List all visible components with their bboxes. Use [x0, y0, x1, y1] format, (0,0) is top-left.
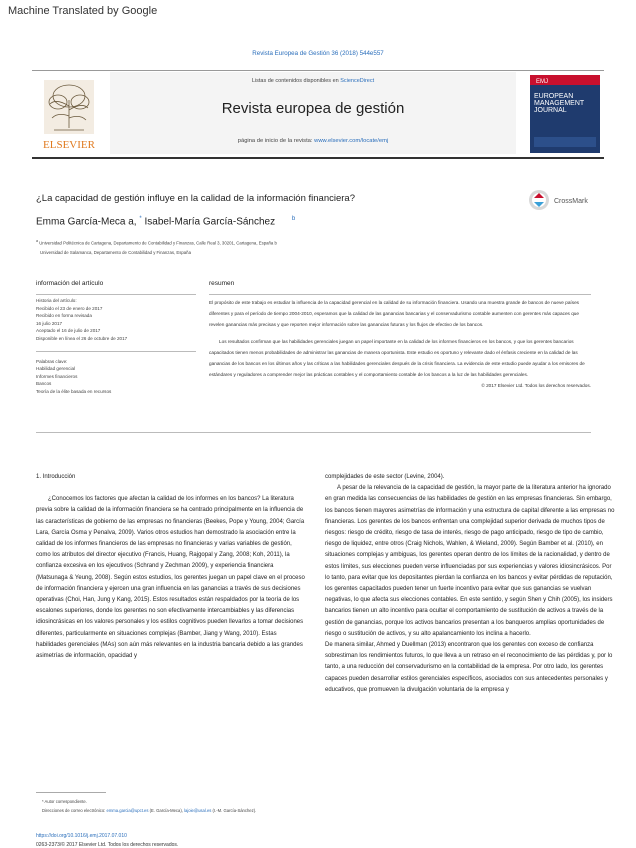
- doi-block: [36, 832, 296, 848]
- body-paragraph: complejidades de este sector (Levine, 2004).: [325, 474, 445, 480]
- footnote-rule: [36, 792, 106, 793]
- history-line: Recibido en forma revisada: [36, 313, 92, 319]
- keywords-rule: [36, 351, 196, 352]
- journal-title: Revista europea de gestión: [221, 100, 405, 117]
- homepage-prefix: página de inicio de la revista:: [237, 138, 313, 144]
- email-note: Direcciones de correo electrónico: emma.garcia@upct.es (E. García-Meca), lajoie@usal.es (I.-M. García-Sánchez).: [42, 808, 257, 813]
- cover-title: EUROPEAN MANAGEMENT JOURNAL: [534, 93, 585, 114]
- elsevier-wordmark: ELSEVIER: [43, 139, 95, 151]
- keyword-item: Teoría de la élite basada en recursos: [36, 388, 112, 394]
- affiliation-a-mark: a: [36, 239, 38, 243]
- contents-prefix: Listas de contenidos disponibles en: [251, 78, 339, 84]
- header-bottom-rule: [32, 157, 604, 159]
- corresponding-author-note: * Autor correspondiente.: [42, 799, 87, 804]
- sciencedirect-link[interactable]: ScienceDirect: [340, 78, 375, 84]
- history-line: Historia del artículo:: [36, 298, 77, 303]
- history-line: Disponible en línea el 26 de octubre de 2017: [36, 335, 128, 341]
- email-link-1[interactable]: emma.garcia@upct.es: [106, 808, 149, 813]
- journal-reference[interactable]: Revista Europea de Gestión 36 (2018) 544e557: [252, 50, 384, 57]
- article-info-section: [36, 280, 196, 295]
- body-paragraph: ¿Conocemos los factores que afectan la calidad de los informes en los bancos? La literatura previa sobre la calidad de la información financiera se ha centrado principalmente en la influencia de las características de gobierno de las empresas no financieras (Beekes, Pope y Young, 2004; García Lara, García Osma y Penalva, 2009). Varios otros estudios han demostrado la asociación entre la calidad de los informes financieros de las empresas no financieras y varias variables de gestión, como los atributos del director ejecutivo (Francis, Huang, Rajgopal y Zang, 2008; Koh, 2011), la confianza excesiva en los ejecutivos (Schrand y Zechman 2009), y experiencia financiera (Matsunaga & Yeung, 2008). Según estos estudios, los gerentes juegan un papel clave en el proceso de información financiera y ejercen una gran influencia en las ganancias a través de sus decisiones operativas (Choi, Han, Jung y Kang, 2015). Estos resultados están respaldados por la teoría de los escalones superiores, donde los gerentes no son efectivamente intercambiables y las diferencias idiosincrásicas en los valores personales y los estilos cognitivos pueden llevarlos a tomar decisiones diferentes, particularmente en situaciones complejas (Bamber, Jiang y Wang, 2010). Estas habilidades gerenciales (MAs) son aún más relevantes en la industria bancaria debido a las grandes asimetrías de información, opacidad y: [36, 496, 305, 660]
- affiliation-a: $^a$ Universidad Politécnica de Cartagena, Departamento de Contabilidad y Finanzas, Calle Real 3, 30201, Cartagena, España b: [36, 239, 277, 246]
- abstract-paragraph-2: Los resultados confirman que las habilidades gerenciales juegan un papel importante en la calidad de los informes financieros en los bancos, y que los gerentes bancarios capacitados tienen menos probabilidades de administrar las ganancias de manera oportunista. Este estudio es oportuno y relevante dado el énfasis creciente en la calidad de las ganancias de los bancos en los últimos años y las críticas a las habilidades gerenciales después de la crisis financiera. La evidencia de este estudio puede ayudar a los emisores de estándares y reguladores a comprender mejor las prácticas contables y el comportamiento contable de los bancos a la luz de las habilidades gerenciales.: [209, 339, 585, 377]
- abstract-rule: [209, 294, 591, 295]
- keywords-heading: Palabras clave:: [36, 358, 68, 364]
- body-paragraph: A pesar de la relevancia de la capacidad de gestión, la mayor parte de la literatura anterior ha ignorado en gran medida las consecuencias de las habilidades de gestión en las empresas financieras. Sin embargo, los bancos tienen mayores asimetrías de información y una estructura de capital diferente a las empresas no financieras. Los gerentes de los bancos enfrentan una complejidad superior derivada de muchos tipos de riesgos: riesgo de crédito, riesgo de tasa de interés, riesgo de pago anticipado, riesgo de tipo de cambio, riesgo de liquidez, entre otros (Craig Nichols, Wahlen, & Wieland, 2009). Según Bamber et al. (2010), en situaciones complejas y ambiguas, los gerentes operan dentro de los límites de la racionalidad, y dentro de estos límites, sus elecciones pueden verse influenciadas por sus experiencias y valores idiosincrásicos. Por lo tanto, para evitar que los depositantes pierdan la confianza en los bancos y evitar pérdidas de reputación, los gerentes capacitados pueden tener un fuerte incentivo para evitar que sus ganancias se vuelvan negativas, lo que afecta sus elecciones contables. En este sentido, y según Shen y Chih (2005), los insiders bancarios tienen un alto incentivo para ocultar el comportamiento de sustitución de activos a través de la gestión de ganancias, porque los activos bancarios presentan a los banqueros amplias oportunidades de riesgo o sustitución de activos, y su alto apalancamiento los inclina a hacerlo.: [325, 485, 615, 637]
- article-info-heading: información del artículo: [36, 280, 104, 287]
- journal-cover: [530, 75, 600, 153]
- abstract-end-rule: [36, 432, 591, 433]
- journal-homepage-line: [110, 138, 516, 144]
- crossmark-badge[interactable]: [528, 189, 606, 211]
- abstract-body: [209, 297, 591, 391]
- history-line: 16 julio 2017: [36, 320, 63, 326]
- author-1[interactable]: Emma García-Meca a,: [36, 216, 137, 228]
- machine-translated-banner: Machine Translated by Google: [8, 5, 158, 17]
- abstract-header: [209, 280, 591, 295]
- abstract-heading: resumen: [209, 280, 235, 287]
- body-column-2: [325, 472, 615, 696]
- contents-line: [110, 78, 516, 84]
- issn-line: 0263-2373/© 2017 Elsevier Ltd. Todos los derechos reservados.: [36, 842, 179, 848]
- abstract-copyright: © 2017 Elsevier Ltd. Todos los derechos reservados.: [481, 383, 591, 388]
- journal-homepage-link[interactable]: www.elsevier.com/locate/emj: [314, 138, 389, 144]
- article-history: [36, 297, 196, 396]
- elsevier-logo: [36, 76, 102, 154]
- affiliation-b: Universidad de Salamanca, Departamento de Contabilidad y Finanzas, España: [40, 250, 191, 256]
- author-2[interactable]: Isabel-María García-Sánchez: [144, 216, 276, 228]
- article-info-rule: [36, 294, 196, 295]
- author-list: [36, 216, 295, 227]
- author-1-mark[interactable]: *: [139, 216, 142, 222]
- footnotes: [36, 797, 296, 815]
- keyword-item: Bancos: [36, 381, 52, 387]
- article-title: ¿La capacidad de gestión influye en la calidad de la información financiera?: [36, 193, 355, 204]
- keyword-item: Informes financieros: [36, 373, 78, 379]
- cover-badge: EMJ: [536, 79, 548, 85]
- header-top-rule: [32, 70, 604, 71]
- affiliations: [36, 236, 576, 258]
- crossmark-label: CrossMark: [554, 198, 588, 205]
- email-link-2[interactable]: lajoie@usal.es: [184, 808, 212, 813]
- body-paragraph: De manera similar, Ahmed y Duellman (2013) encontraron que los gerentes con exceso de confianza sobrestiman los rendimientos futuros, lo que lleva a un retraso en el reconocimiento de las pérdidas y, por lo tanto, a una reducción del conservadurismo en la contabilidad de la empresa. Por otro lado, los gerentes capaces pueden desarrollar estilos gerenciales específicos, asociados con sus antecedentes personales y educativos, que promueven la divulgación voluntaria de la empresa y: [325, 642, 613, 693]
- abstract-paragraph-1: El propósito de este trabajo es estudiar la influencia de la capacidad gerencial en la calidad de su información financiera. Usando una muestra grande de bancos de nueve países diferentes y para el período de tiempo 2004-2010, esperamos que la calidad de las ganancias bancarias y el conservadurismo contable aumenten con gerentes más capaces que revelen ganancias más precisas y que reporten mejor información sobre las ganancias futuras y los flujos de efectivo de los bancos.: [209, 300, 580, 327]
- history-line: Recibido el 23 de enero de 2017: [36, 305, 103, 311]
- section-heading: 1. Introducción: [36, 474, 76, 480]
- history-line: Aceptado el 16 de julio de 2017: [36, 328, 101, 334]
- author-2-mark[interactable]: b: [291, 216, 296, 222]
- keyword-item: Habilidad gerencial: [36, 366, 76, 372]
- doi-link[interactable]: https://doi.org/10.1016/j.emj.2017.07.010: [36, 833, 127, 839]
- body-column-1: [36, 472, 306, 662]
